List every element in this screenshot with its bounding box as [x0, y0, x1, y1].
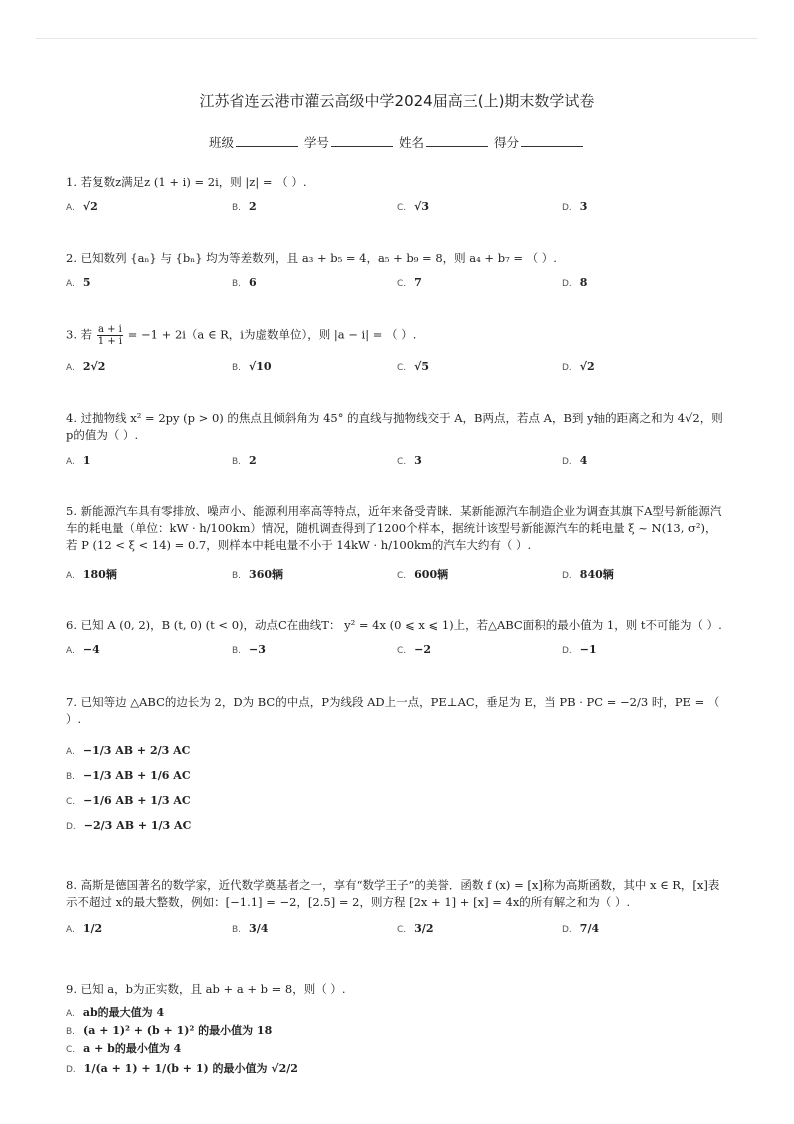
- question-4: 4. 过抛物线 x² = 2py (p > 0) 的焦点且倾斜角为 45° 的直线与抛物线交于 A，B两点，若点 A，B到 y轴的距离之和为 4√2，则 p的值为（ ）.: [66, 411, 723, 442]
- option-d[interactable]: D. 3: [562, 200, 588, 213]
- option-a[interactable]: A. 5: [66, 276, 91, 289]
- option-a[interactable]: A. −4: [66, 643, 100, 656]
- field-score-label: 得分: [493, 135, 519, 150]
- question-1-options: [66, 200, 746, 218]
- option-d[interactable]: D. 8: [562, 276, 588, 289]
- option-d[interactable]: D. −1: [562, 643, 597, 656]
- option-c[interactable]: C. 7: [397, 276, 422, 289]
- page-title: 江苏省连云港市灌云高级中学2024届高三(上)期末数学试卷: [199, 92, 595, 110]
- question-3-options: [66, 360, 746, 378]
- question-8: 8. 高斯是德国著名的数学家，近代数学奠基者之一，享有“数学王子”的美誉．函数 f (x) = [x]称为高斯函数，其中 x ∈ R，[x]表示不超过 x的最大整数，例如：[−1.1] = −2，[2.5] = 2，则方程 [2x + 1] + [x] = 4x的所有解之和为（ ）.: [66, 878, 720, 909]
- option-c[interactable]: C. 600辆: [397, 568, 449, 581]
- option-c[interactable]: C. 3: [397, 454, 422, 467]
- option-b[interactable]: B. √10: [232, 360, 272, 373]
- question-7: 7. 已知等边 △ABC的边长为 2，D为 BC的中点，P为线段 AD上一点，PE⊥AC，垂足为 E，当 PB · PC = −2/3 时，PE = （ ）.: [66, 695, 720, 726]
- student-info-line: [0, 133, 794, 151]
- question-2: 2. 已知数列 {aₙ} 与 {bₙ} 均为等差数列，且 a₃ + b₅ = 4，a₅ + b₉ = 8，则 a₄ + b₇ = （ ）.: [66, 251, 557, 265]
- option-b[interactable]: B. (a + 1)² + (b + 1)² 的最小值为 18: [66, 1024, 273, 1037]
- question-6-options: [66, 643, 746, 661]
- option-b[interactable]: B. 2: [232, 454, 257, 467]
- option-d[interactable]: D. √2: [562, 360, 595, 373]
- option-b[interactable]: B. 2: [232, 200, 257, 213]
- field-class-label: 班级: [208, 135, 234, 150]
- option-d[interactable]: D. 1/(a + 1) + 1/(b + 1) 的最小值为 √2/2: [66, 1062, 298, 1075]
- top-divider: [36, 38, 758, 39]
- question-9: 9. 已知 a，b为正实数，且 ab + a + b = 8，则（ ）.: [66, 982, 346, 996]
- option-b[interactable]: B. −1/3 AB + 1/6 AC: [66, 769, 191, 782]
- stem-fraction: $\frac{a + i}{1 + i}$: [97, 324, 123, 347]
- question-2-options: [66, 276, 746, 294]
- option-a[interactable]: A. ab的最大值为 4: [66, 1006, 165, 1019]
- option-c[interactable]: C. 3/2: [397, 922, 434, 935]
- option-a[interactable]: A. 2√2: [66, 360, 106, 373]
- option-b[interactable]: B. 360辆: [232, 568, 284, 581]
- option-d[interactable]: D. 7/4: [562, 922, 600, 935]
- option-d[interactable]: D. 840辆: [562, 568, 614, 581]
- option-c[interactable]: C. −1/6 AB + 1/3 AC: [66, 794, 191, 807]
- field-id-label: 学号: [303, 135, 329, 150]
- field-class-blank[interactable]: [236, 137, 298, 147]
- option-a[interactable]: A. 1/2: [66, 922, 103, 935]
- option-a[interactable]: A. 180辆: [66, 568, 117, 581]
- option-c[interactable]: C. √5: [397, 360, 430, 373]
- option-b[interactable]: B. −3: [232, 643, 266, 656]
- option-b[interactable]: B. 3/4: [232, 922, 269, 935]
- option-d[interactable]: D. 4: [562, 454, 588, 467]
- field-name-blank[interactable]: [426, 137, 488, 147]
- field-score-blank[interactable]: [521, 137, 583, 147]
- option-a[interactable]: A. 1: [66, 454, 91, 467]
- option-c[interactable]: C. √3: [397, 200, 430, 213]
- field-name-label: 姓名: [398, 135, 424, 150]
- question-1: 1. 若复数z满足z (1 + i) = 2i，则 |z| = （ ）.: [66, 175, 307, 189]
- question-3: 3. 若 $\frac{a + i}{1 + i}$ = −1 + 2i（a ∈ R，i为虚数单位），则 |a − i| = （ ）.: [66, 324, 417, 347]
- question-6: 6. 已知 A (0, 2)，B (t, 0) (t < 0)，动点C在曲线T： y² = 4x (0 ⩽ x ⩽ 1)上，若△ABC面积的最小值为 1，则 t不可能为（ ）.: [66, 618, 722, 632]
- question-5-options: [66, 566, 746, 584]
- option-c[interactable]: C. a + b的最小值为 4: [66, 1042, 182, 1055]
- option-a[interactable]: A. √2: [66, 200, 98, 213]
- field-id-blank[interactable]: [331, 137, 393, 147]
- option-d[interactable]: D. −2/3 AB + 1/3 AC: [66, 819, 192, 832]
- question-4-options: [66, 454, 746, 472]
- option-a[interactable]: A. −1/3 AB + 2/3 AC: [66, 744, 191, 757]
- question-5: 5. 新能源汽车具有零排放、噪声小、能源利用率高等特点，近年来备受青睐．某新能源汽车制造企业为调查其旗下A型号新能源汽车的耗电量（单位：kW · h/100km）情况，随机调查得到了1200个样本，据统计该型号新能源汽车的耗电量 ξ ~ N(13, σ²)，若 P (12 < ξ < 14) = 0.7，则样本中耗电量不小于 14kW · h/100km的汽车大约有（ ）.: [66, 504, 722, 552]
- question-8-options: [66, 922, 746, 940]
- option-c[interactable]: C. −2: [397, 643, 432, 656]
- option-b[interactable]: B. 6: [232, 276, 257, 289]
